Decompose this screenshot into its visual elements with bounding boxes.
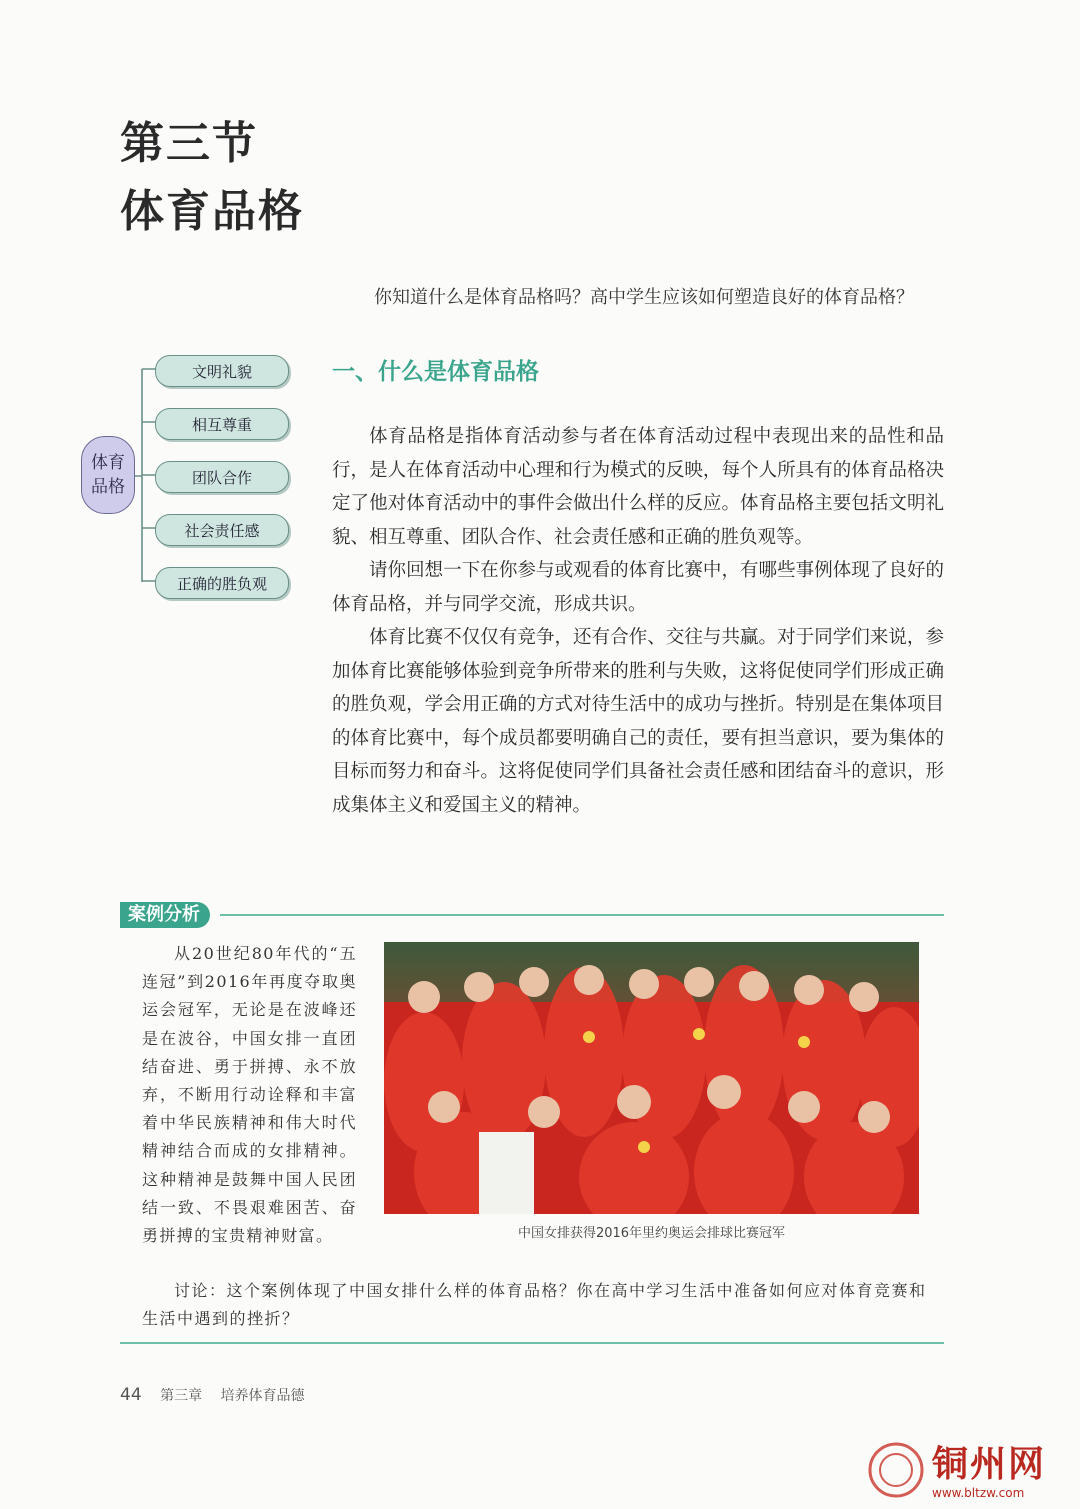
photo-illustration xyxy=(384,942,919,1214)
chapter-title: 培养体育品德 xyxy=(220,1388,305,1404)
mindmap-node: 团队合作 xyxy=(155,461,289,493)
discussion-question xyxy=(142,1277,942,1333)
intro-question: 你知道什么是体育品格吗？高中学生应该如何塑造良好的体育品格？ xyxy=(374,287,914,308)
divider xyxy=(220,914,944,916)
site-watermark xyxy=(848,1434,1078,1504)
case-analysis-header xyxy=(120,902,944,928)
paragraph: 请你回想一下在你参与或观看的体育比赛中，有哪些事例体现了良好的体育品格，并与同学交流，形成共识。 xyxy=(332,560,944,615)
subsection-heading: 一、什么是体育品格 xyxy=(332,359,539,385)
watermark-text: 铜州网 xyxy=(932,1443,1047,1485)
discussion-text: 讨论：这个案例体现了中国女排什么样的体育品格？你在高中学习生活中准备如何应对体育竞赛和生活中遇到的挫折？ xyxy=(142,1281,927,1328)
mindmap-node: 相互尊重 xyxy=(155,408,289,440)
section-name: 体育品格 xyxy=(120,186,304,237)
divider xyxy=(120,1342,944,1344)
mindmap-node: 正确的胜负观 xyxy=(155,567,289,599)
mindmap-node: 文明礼貌 xyxy=(155,355,289,387)
paragraph: 体育品格是指体育活动参与者在体育活动过程中表现出来的品性和品行，是人在体育活动中心理和行为模式的反映，每个人所具有的体育品格决定了他对体育活动中的事件会做出什么样的反应。体育品格主要包括文明礼貌、相互尊重、团队合作、社会责任感和正确的胜负观等。 xyxy=(332,426,944,548)
page-number: 44 xyxy=(120,1385,142,1405)
case-text xyxy=(142,940,357,1250)
paragraph: 体育比赛不仅仅有竞争，还有合作、交往与共赢。对于同学们来说，参加体育比赛能够体验到竞争所带来的胜利与失败，这将促使同学们形成正确的胜负观，学会用正确的方式对待生活中的成功与挫折。特别是在集体项目的体育比赛中，每个成员都要明确自己的责任，要有担当意识，要为集体的目标而努力和奋斗。这将促使同学们具备社会责任感和团结奋斗的意识，形成集体主义和爱国主义的精神。 xyxy=(332,627,944,816)
section-title xyxy=(120,110,304,246)
case-paragraph: 从20世纪80年代的“五连冠”到2016年再度夺取奥运会冠军，无论是在波峰还是在波谷，中国女排一直团结奋进、勇于拼搏、永不放弃，不断用行动诠释和丰富着中华民族精神和伟大时代精神结合而成的女排精神。这种精神是鼓舞中国人民团结一致、不畏艰难困苦、奋勇拼搏的宝贵精神财富。 xyxy=(142,944,357,1246)
watermark-url: www.bltzw.com xyxy=(932,1486,1025,1500)
mindmap-root-label: 体育品格 xyxy=(91,453,125,497)
section-number: 第三节 xyxy=(120,118,258,169)
photo-caption: 中国女排获得2016年里约奥运会排球比赛冠军 xyxy=(517,1226,786,1241)
team-celebration-photo xyxy=(384,942,919,1214)
mindmap-node: 社会责任感 xyxy=(155,514,289,546)
mindmap-root xyxy=(81,436,135,514)
page-footer xyxy=(120,1385,305,1405)
chapter-number: 第三章 xyxy=(160,1388,203,1404)
case-analysis-tag: 案例分析 xyxy=(120,902,210,928)
body-text xyxy=(332,420,944,822)
